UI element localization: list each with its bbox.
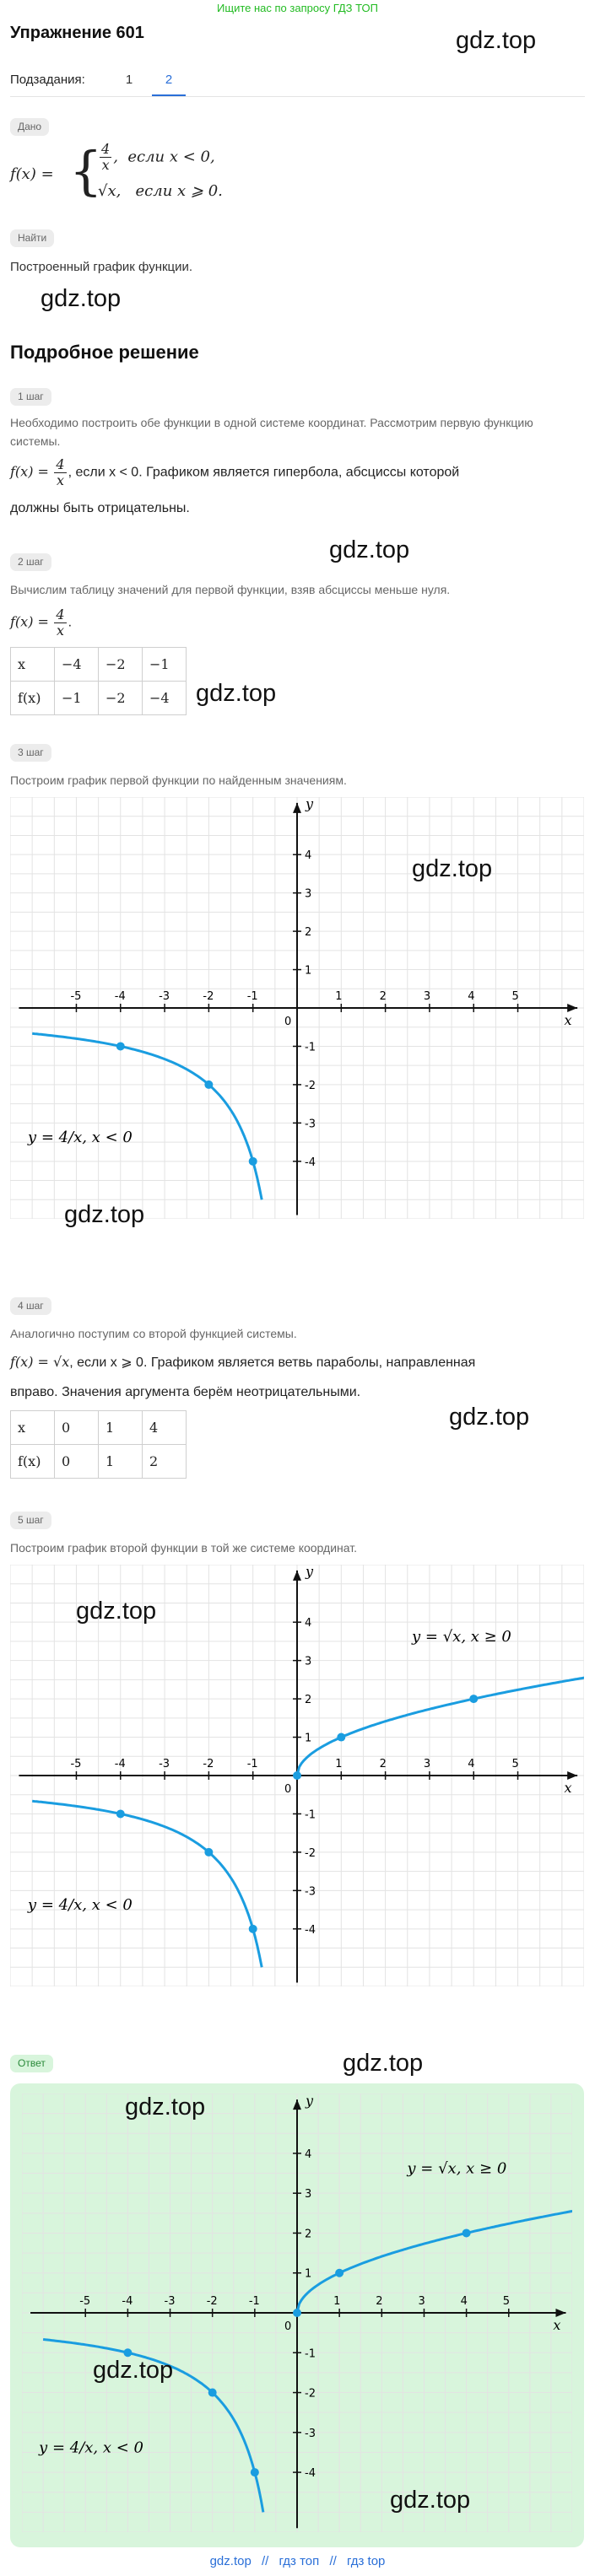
active-tab-indicator [152,94,186,96]
y-tick-label: 1 [305,1732,312,1745]
table-row: x 0 1 4 [11,1411,187,1445]
data-point [204,1081,213,1089]
y-tick-label: 2 [305,2228,312,2241]
data-point [335,2269,343,2277]
page-title: Упражнение 601 [10,24,144,42]
tab-subtask-1[interactable]: 1 [125,73,133,87]
given-badge: Дано [10,118,49,136]
x-tick-label: 5 [511,1758,519,1770]
y-axis-label: y [306,2094,314,2110]
watermark: gdz.top [390,2487,471,2514]
x-tick-label: 3 [423,1758,431,1770]
x-tick-label: 2 [376,2295,383,2308]
data-point [249,1157,257,1166]
x-tick-label: -2 [203,1758,214,1770]
y-tick-label: 4 [305,2148,312,2161]
x-tick-label: -3 [159,990,170,1003]
y-axis-arrow [293,803,301,813]
x-tick-label: -4 [114,990,126,1003]
tab-subtask-2[interactable]: 2 [165,73,173,87]
step-5-badge: 5 шаг [10,1512,51,1529]
watermark: gdz.top [329,536,410,563]
footer-link[interactable]: gdz.top [209,2554,252,2568]
footer-separator: // [261,2554,269,2568]
x-tick-label: 4 [468,1758,475,1770]
step-3-badge: 3 шаг [10,744,51,762]
given-fx: f(x) = [10,165,54,183]
x-tick-label: -1 [248,2295,260,2308]
data-point [469,1695,478,1703]
values-table-2 [10,1410,187,1479]
given-case1-cond: если x < 0, [127,148,215,166]
step-2-text: Вычислим таблицу значений для первой функции, взяв абсциссы меньше нуля. [10,583,451,596]
y-tick-label: 1 [305,2267,312,2281]
table-row: f(x) −1 −2 −4 [11,682,187,715]
watermark: gdz.top [64,1201,145,1228]
y-axis-arrow [293,1571,301,1581]
sqrt-label: y = √x, x ≥ 0 [412,1627,511,1646]
step-1-formula: f(x) = $\frac{4}{x}$ , если x < 0. Графиком является гипербола, абсциссы которой [10,456,460,488]
data-point [337,1733,345,1742]
watermark: gdz.top [456,27,537,54]
hyperbola-label: y = 4/x, x < 0 [27,1129,133,1147]
data-point [462,2228,471,2237]
origin-label: 0 [284,1783,292,1796]
x-tick-label: 4 [460,2295,468,2308]
data-point [204,1848,213,1857]
x-tick-label: 3 [423,990,431,1003]
y-tick-label: 2 [305,1694,312,1707]
x-tick-label: -2 [203,990,214,1003]
watermark: gdz.top [412,855,493,882]
y-tick-label: 4 [305,1617,312,1630]
values-table-1 [10,647,187,715]
graph-answer [22,2094,572,2532]
x-tick-label: -3 [164,2295,176,2308]
y-axis-arrow [293,2099,301,2110]
footer [0,2554,595,2568]
y-tick-label: -4 [305,1923,316,1937]
x-tick-label: 2 [379,1758,387,1770]
y-tick-label: -3 [305,1885,316,1899]
origin-label: 0 [284,2320,292,2333]
x-tick-label: -5 [79,2295,91,2308]
solution-title: Подробное решение [10,342,199,363]
given-case2-cond: если x ⩾ 0. [135,182,223,200]
x-axis-label: x [564,1780,572,1796]
x-tick-label: -4 [114,1758,126,1770]
divider [10,96,585,97]
x-tick-label: 3 [418,2295,425,2308]
step-2-formula: f(x) = $\frac{4}{x}$ . [10,606,73,639]
step-4-text-2: вправо. Значения аргумента берём неотрицательными. [10,1385,361,1399]
x-tick-label: 4 [468,990,475,1003]
x-axis-label: x [553,2317,561,2333]
hyperbola-curve [32,1033,262,1199]
hyperbola-label: y = 4/x, x < 0 [27,1896,133,1915]
data-point [293,1771,301,1780]
hyperbola-label: y = 4/x, x < 0 [39,2439,143,2457]
y-tick-label: 4 [305,849,312,863]
x-axis-arrow [567,1771,577,1780]
step-1-badge: 1 шаг [10,388,51,406]
hyperbola-curve [32,1801,262,1967]
step-3-text: Построим график первой функции по найденным значениям. [10,773,347,787]
x-tick-label: 5 [502,2295,511,2308]
x-tick-label: -2 [206,2295,218,2308]
watermark: gdz.top [343,2050,424,2077]
x-tick-label: -5 [70,990,82,1003]
y-tick-label: -4 [305,2467,316,2481]
search-banner[interactable]: Ищите нас по запросу ГДЗ ТОП [217,2,378,14]
y-tick-label: -2 [305,1846,316,1860]
given-case2-expr: √x, [98,182,122,200]
step-4-formula: f(x) = √x, если x ⩾ 0. Графиком является ветвь параболы, направленная [10,1354,476,1370]
x-tick-label: 1 [333,2295,341,2308]
x-axis-label: x [564,1012,572,1028]
x-tick-label: 2 [379,990,387,1003]
y-tick-label: 2 [305,926,312,940]
watermark: gdz.top [125,2094,206,2121]
x-axis-arrow [555,2309,565,2317]
y-tick-label: -3 [305,2427,316,2440]
y-tick-label: -1 [305,1808,316,1822]
footer-link[interactable]: гдз top [346,2554,386,2568]
x-tick-label: 5 [511,990,519,1003]
step-4-badge: 4 шаг [10,1297,51,1315]
y-axis-label: y [306,797,314,812]
data-point [293,2309,301,2317]
answer-badge: Ответ [10,2055,53,2072]
y-tick-label: 3 [305,2188,312,2201]
step-4-text: Аналогично поступим со второй функцией системы. [10,1327,297,1340]
data-point [208,2389,217,2397]
x-tick-label: 1 [335,1758,343,1770]
step-5-text: Построим график второй функции в той же системе координат. [10,1541,357,1555]
y-tick-label: -2 [305,2387,316,2401]
x-tick-label: 1 [335,990,343,1003]
y-tick-label: 1 [305,964,312,978]
watermark: gdz.top [76,1598,157,1625]
data-point [251,2468,259,2476]
graph-hyperbola [10,797,584,1219]
y-tick-label: -1 [305,2347,316,2361]
watermark: gdz.top [449,1404,530,1431]
y-tick-label: -1 [305,1041,316,1054]
watermark: gdz.top [196,680,277,707]
step-1-text-2: должны быть отрицательны. [10,501,190,515]
table-row: f(x) 0 1 2 [11,1445,187,1479]
footer-separator: // [329,2554,337,2568]
footer-link[interactable]: гдз топ [279,2554,320,2568]
brace: { [69,140,103,202]
data-point [249,1925,257,1933]
x-tick-label: -3 [159,1758,170,1770]
subtasks-label: Подзадания: [10,73,85,87]
y-tick-label: -4 [305,1156,316,1169]
table-row: x −4 −2 −1 [11,648,187,682]
graph-system [10,1565,584,1986]
y-tick-label: -2 [305,1079,316,1092]
origin-label: 0 [284,1016,292,1028]
find-badge: Найти [10,229,54,247]
x-tick-label: -1 [246,990,258,1003]
y-axis-label: y [306,1565,314,1580]
data-point [116,1042,125,1050]
watermark: gdz.top [41,285,122,312]
data-point [123,2348,132,2357]
x-tick-label: -5 [70,1758,82,1770]
y-tick-label: -3 [305,1118,316,1131]
data-point [116,1809,125,1818]
sqrt-label: y = √x, x ≥ 0 [407,2159,507,2178]
step-1-text: Необходимо построить обе функции в одной системе координат. Рассмотрим первую функцию системы. [10,416,533,448]
y-tick-label: 3 [305,887,312,901]
x-axis-arrow [567,1004,577,1012]
x-tick-label: -4 [122,2295,133,2308]
watermark: gdz.top [93,2357,174,2384]
y-tick-label: 3 [305,1655,312,1668]
x-tick-label: -1 [246,1758,258,1770]
find-text: Построенный график функции. [10,260,193,274]
step-2-badge: 2 шаг [10,553,51,571]
